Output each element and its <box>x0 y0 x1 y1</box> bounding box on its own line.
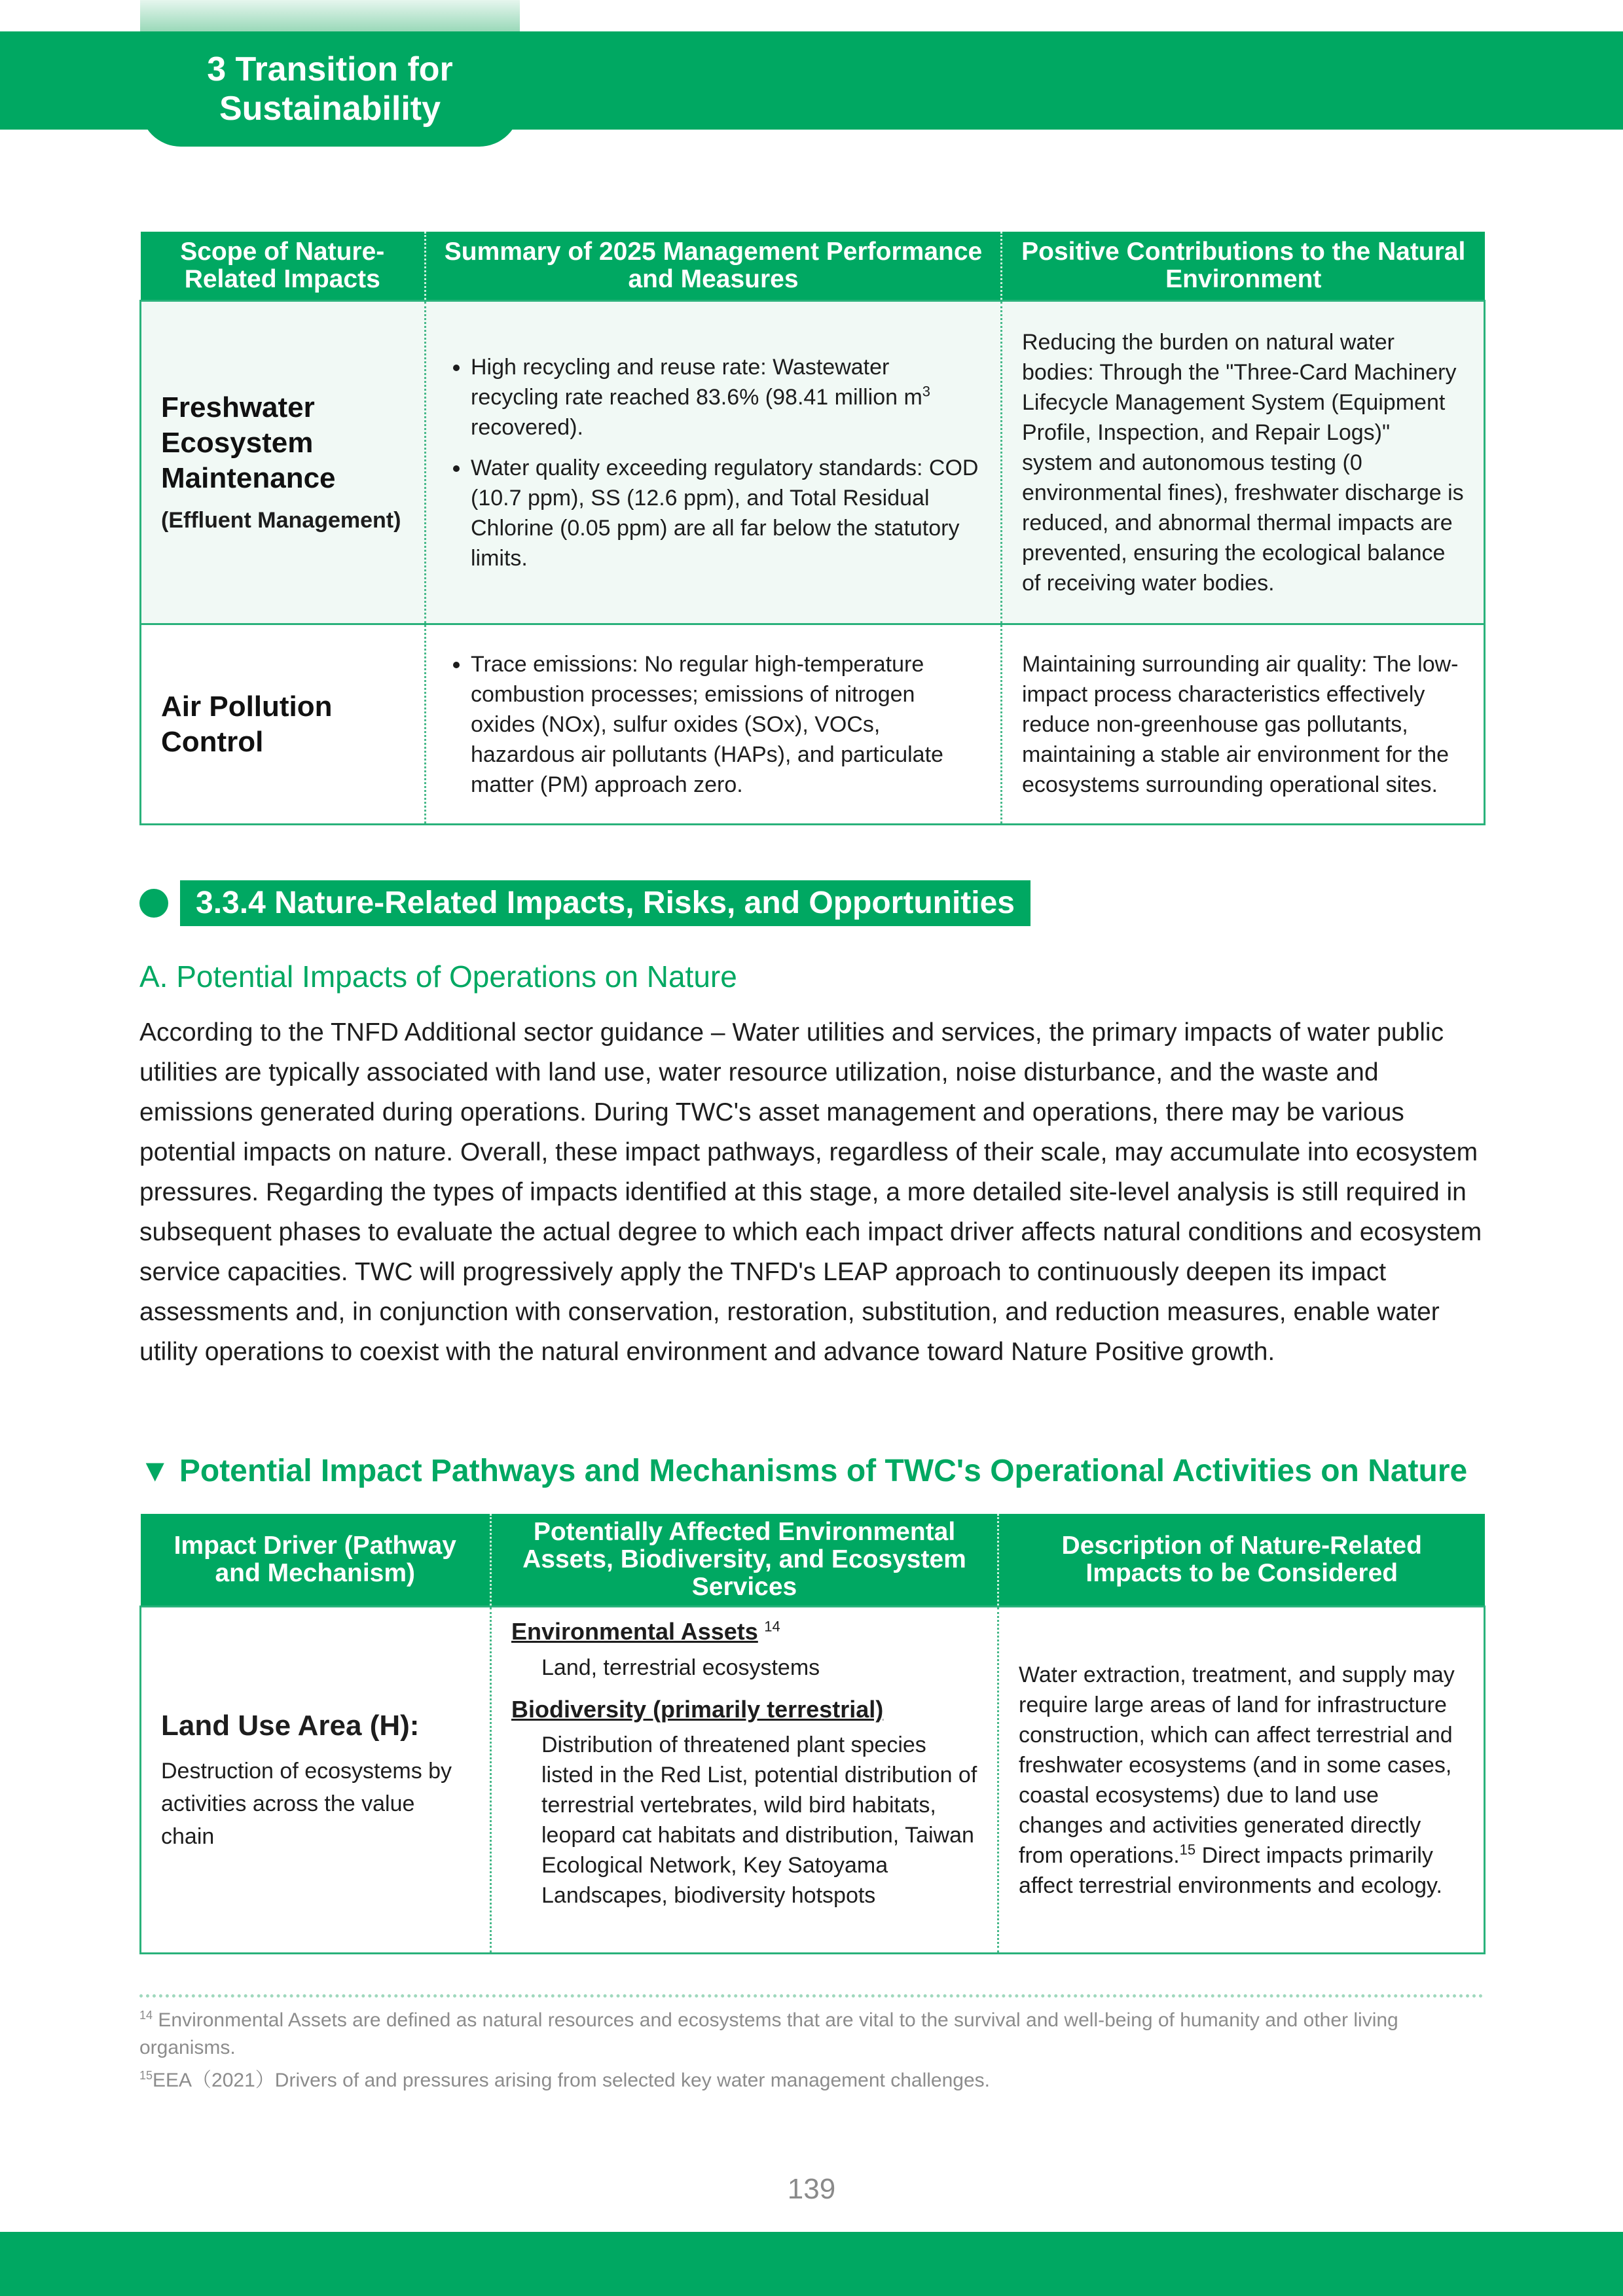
scope-title: Freshwater Ecosystem Maintenance <box>161 391 336 494</box>
summary-bullet <box>471 352 981 442</box>
chapter-tab <box>140 31 520 147</box>
scope-title: Air Pollution Control <box>161 690 333 758</box>
table-row-land-use <box>141 1607 1485 1954</box>
biodiversity-body: Distribution of threatened plant species listed in the Red List, potential distribution of terrestrial vertebrates, wild bird habitats, leopard cat habitats and distribution, Taiwan Ecological Network, Key Satoyama Landscapes, biodiversity hotspots <box>541 1732 977 1908</box>
assets-cell <box>491 1607 998 1954</box>
summary-cell <box>426 624 1002 825</box>
table-title: ▼ Potential Impact Pathways and Mechanisms of TWC's Operational Activities on Nature <box>139 1454 1468 1488</box>
footnote-text: Environmental Assets are defined as natural resources and ecosystems that are vital to the survival and well-being of humanity and other living organisms. <box>139 2009 1398 2058</box>
bullet-dot-icon <box>139 889 168 918</box>
footnote-text: EEA（2021）Drivers of and pressures arising from selected key water management challenges. <box>153 2070 990 2091</box>
chapter-title-line2: Sustainability <box>219 90 441 128</box>
bullet-text: recovered). <box>471 414 583 440</box>
column-header-description: Description of Nature-Related Impacts to be Considered <box>998 1514 1485 1607</box>
table-row-air <box>141 624 1485 825</box>
column-header-assets: Potentially Affected Environmental Assets, Biodiversity, and Ecosystem Services <box>491 1514 998 1607</box>
subsection-heading: A. Potential Impacts of Operations on Nature <box>139 960 737 994</box>
assets-heading <box>511 1617 977 1647</box>
summary-bullet: • Water quality exceeding regulatory standards: COD (10.7 ppm), SS (12.6 ppm), and Total Residual Chlorine (0.05 ppm) are all far below the statutory limits. <box>471 453 981 573</box>
footnote-number: 15 <box>139 2069 153 2082</box>
bullet-text: High recycling and reuse rate: Wastewater recycling rate reached 83.6% (98.41 million m <box>471 354 922 410</box>
driver-description: Destruction of ecosystems by activities across the value chain <box>161 1758 452 1849</box>
footnote-14 <box>139 2007 1484 2062</box>
table-header-row <box>141 1514 1485 1607</box>
assets-body: Land, terrestrial ecosystems <box>541 1655 820 1680</box>
table-row-freshwater <box>141 301 1485 624</box>
description-cell <box>998 1607 1485 1954</box>
header-tab-highlight <box>140 0 520 31</box>
footnote-number: 14 <box>139 2009 153 2022</box>
summary-list <box>446 649 981 800</box>
nature-impacts-table <box>139 232 1486 825</box>
column-header-summary: Summary of 2025 Management Performance and Measures <box>426 232 1002 301</box>
page-number: 139 <box>787 2173 836 2205</box>
driver-title: Land Use Area (H): <box>161 1709 420 1742</box>
footnote-divider <box>139 1994 1484 1998</box>
superscript: 14 <box>764 1618 780 1635</box>
driver-cell <box>141 1607 491 1954</box>
scope-cell <box>141 624 426 825</box>
section-heading-label: 3.3.4 Nature-Related Impacts, Risks, and Opportunities <box>180 880 1030 926</box>
superscript: 15 <box>1179 1841 1196 1858</box>
scope-subtitle: (Effluent Management) <box>161 507 401 533</box>
column-header-scope: Scope of Nature-Related Impacts <box>141 232 426 301</box>
summary-cell <box>426 301 1002 624</box>
table-header-row <box>141 232 1485 301</box>
impact-pathways-table <box>139 1514 1486 1954</box>
description-text: Water extraction, treatment, and supply may require large areas of land for infrastructure construction, which can affect terrestrial and freshwater ecosystems (and in some cases, coastal ecosystems) due to land use changes and activities generated directly from operations. <box>1019 1662 1455 1868</box>
contribution-cell: Maintaining surrounding air quality: The low-impact process characteristics effectively reduce non-greenhouse gas pollutants, maintaining a stable air environment for the ecosystems surrounding operational sites. <box>1022 651 1459 797</box>
description-text: Direct impacts primarily affect terrestrial environments and ecology. <box>1019 1842 1442 1898</box>
footer-band <box>0 2232 1623 2296</box>
footnote-15 <box>139 2067 1484 2094</box>
column-header-contributions: Positive Contributions to the Natural Environment <box>1002 232 1485 301</box>
superscript: 3 <box>922 383 931 400</box>
scope-cell <box>141 301 426 624</box>
column-header-driver: Impact Driver (Pathway and Mechanism) <box>141 1514 491 1607</box>
chapter-title-line1: 3 Transition for <box>207 50 453 88</box>
summary-bullet: • Trace emissions: No regular high-temperature combustion processes; emissions of nitrogen oxides (NOx), sulfur oxides (SOx), VOCs, hazardous air pollutants (HAPs), and particulate matter (PM) approach zero. <box>471 649 981 800</box>
summary-list <box>446 352 981 573</box>
contribution-cell: Reducing the burden on natural water bodies: Through the "Three-Card Machinery Lifecycle Management System (Equipment Profile, Inspection, and Repair Logs)" system and autonomous testing (0 environmental fines), freshwater discharge is reduced, and abnormal thermal impacts are prevented, ensuring the ecological balance of receiving water bodies. <box>1002 301 1485 624</box>
assets-heading-text: Environmental Assets <box>511 1618 758 1645</box>
section-heading <box>139 880 1030 926</box>
body-paragraph: According to the TNFD Additional sector guidance – Water utilities and services, the primary impacts of water public utilities are typically associated with land use, water resource utilization, noise disturbance, and the waste and emissions generated during operations. During TWC's asset management and operations, there may be various potential impacts on nature. Overall, these impact pathways, regardless of their scale, may accumulate into ecosystem pressures. Regarding the types of impacts identified at this stage, a more detailed site-level analysis is still required in subsequent phases to evaluate the actual degree to which each impact driver affects natural conditions and ecosystem service capacities. TWC will progressively apply the TNFD's LEAP approach to continuously deepen its impact assessments and, in conjunction with conservation, restoration, substitution, and reduction measures, enable water utility operations to coexist with the natural environment and advance toward Nature Positive growth. <box>139 1018 1482 1366</box>
biodiversity-heading: Biodiversity (primarily terrestrial) <box>511 1696 884 1723</box>
